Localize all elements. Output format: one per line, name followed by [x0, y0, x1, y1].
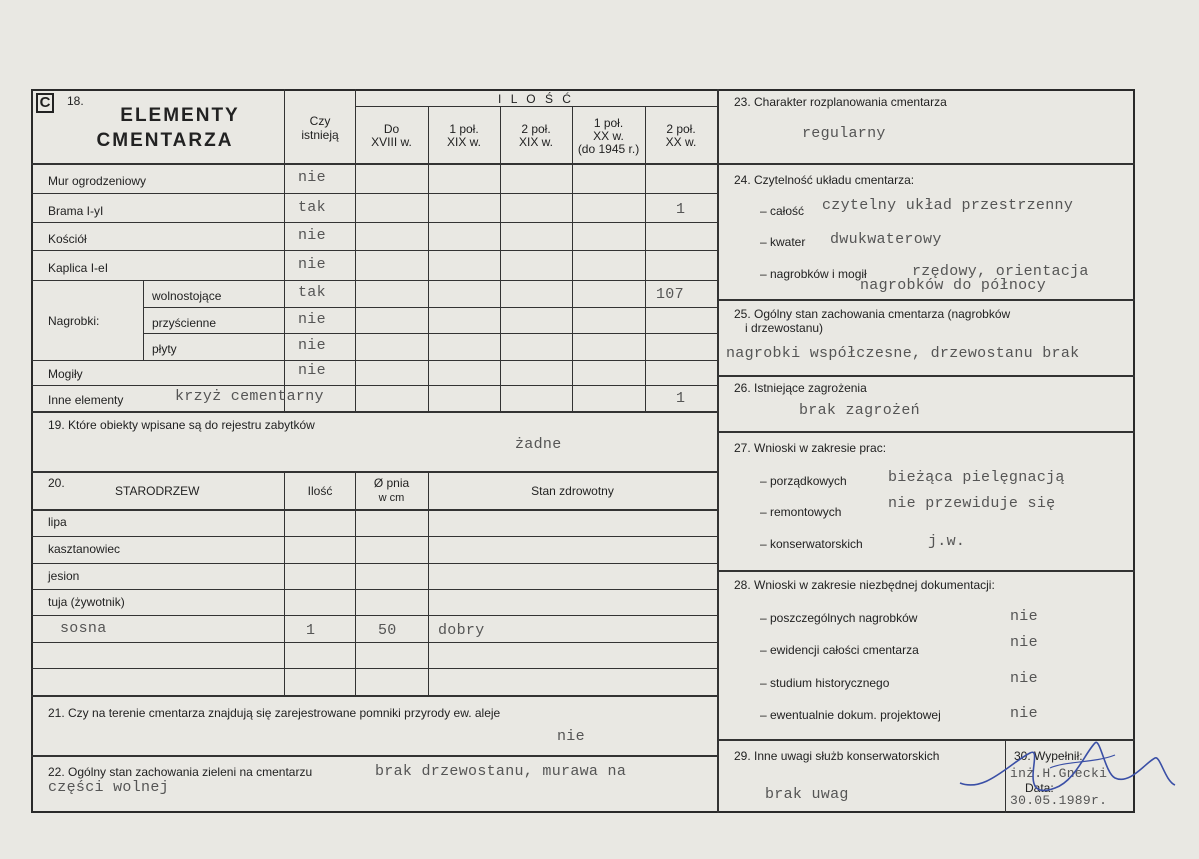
sec19-label: 19. Które obiekty wpisane są do rejestru zabytków: [48, 418, 315, 432]
row-exists: nie: [298, 362, 326, 379]
tree-lipa: lipa: [48, 515, 67, 529]
sec27-konserwatorskich-value: j.w.: [928, 533, 966, 550]
row-label: Mur ogrodzeniowy: [48, 174, 147, 188]
column-divider: [717, 89, 719, 813]
sec24-kwater: – kwater: [760, 235, 806, 249]
sec24-calosc-value: czytelny układ przestrzenny: [822, 197, 1074, 214]
sec20-pnia: Ø pnia: [373, 476, 410, 490]
sec27-porzadkowych: – porządkowych: [760, 474, 847, 488]
row-exists: nie: [298, 256, 326, 273]
period-header: XX w.: [665, 135, 697, 149]
section-title: CMENTARZA: [96, 130, 234, 151]
sec24-label: 24. Czytelność układu cmentarza:: [734, 173, 915, 187]
period-header: XIX w.: [446, 135, 481, 149]
sec28-studium-value: nie: [1010, 670, 1038, 687]
period-header: XX w.: [593, 129, 624, 143]
sec27-konserwatorskich: – konserwatorskich: [760, 537, 863, 551]
sec23-label: 23. Charakter rozplanowania cmentarza: [734, 95, 947, 109]
sec27-label: 27. Wnioski w zakresie prac:: [734, 441, 887, 455]
sec30-date-label: Data:: [1025, 781, 1054, 795]
row-label: Inne elementy: [48, 393, 124, 407]
sec24-nagrobkow: – nagrobków i mogił: [760, 267, 867, 281]
sec20-cm: w cm: [378, 492, 405, 504]
header-czy: Czy: [309, 114, 331, 128]
sec24-calosc: – całość: [760, 204, 805, 218]
section-number: 18.: [67, 94, 84, 108]
sec29-value: brak uwag: [765, 786, 849, 803]
tree-sosna: sosna: [60, 620, 107, 637]
row-label: wolnostojące: [152, 289, 222, 303]
period-header: 2 poł.: [666, 122, 696, 136]
sec28-projektowej-value: nie: [1010, 705, 1038, 722]
sec20-title: STARODRZEW: [115, 484, 200, 498]
header-ilosc: I L O Ś Ć: [498, 92, 574, 106]
period-header: XVIII w.: [371, 135, 412, 149]
row-exists: tak: [298, 199, 326, 216]
row-exists: tak: [298, 284, 326, 301]
sec20-ilosc: Ilość: [307, 484, 333, 498]
sec28-projektowej: – ewentualnie dokum. projektowej: [760, 708, 941, 722]
row-exists: nie: [298, 227, 326, 244]
row-count: 1: [676, 390, 686, 407]
sec22-value-cont: części wolnej: [48, 779, 169, 796]
sec28-nagrobkow: – poszczególnych nagrobków: [760, 611, 918, 625]
section-mark: C: [36, 93, 54, 113]
sec27-remontowych: – remontowych: [760, 505, 842, 519]
sosna-health: dobry: [438, 622, 485, 639]
tree-tuja: tuja (żywotnik): [48, 595, 125, 609]
sec20-stan: Stan zdrowotny: [531, 484, 614, 498]
sec25-label: 25. Ogólny stan zachowania cmentarza (nagrobków: [734, 307, 1011, 321]
sec20-num: 20.: [48, 476, 65, 490]
sec26-value: brak zagrożeń: [799, 402, 920, 419]
row-exists: nie: [298, 311, 326, 328]
row-label: Brama I-yI: [48, 204, 104, 218]
period-header: XIX w.: [518, 135, 553, 149]
row-exists: nie: [298, 169, 326, 186]
sec22-label: 22. Ogólny stan zachowania zieleni na cmentarzu: [48, 765, 313, 779]
sec24-kwater-value: dwukwaterowy: [830, 231, 942, 248]
sec21-value: nie: [557, 728, 585, 745]
row-label: Kościół: [48, 232, 87, 246]
row-exists: krzyż cementarny: [175, 388, 324, 405]
sec21-label: 21. Czy na terenie cmentarza znajdują się zarejestrowane pomniki przyrody ew. aleje: [48, 706, 501, 720]
sec28-studium: – studium historycznego: [760, 676, 890, 690]
sec30-label: 30. Wypełnił:: [1014, 749, 1083, 763]
row-count: 1: [676, 201, 686, 218]
label-nagrobki: Nagrobki:: [48, 314, 100, 328]
header-istnieja: istnieją: [301, 128, 339, 142]
row-label: Kaplica I-eI: [48, 261, 109, 275]
section-title: ELEMENTY: [120, 105, 240, 126]
sec22-value: brak drzewostanu, murawa na: [375, 763, 627, 780]
period-header: 1 poł.: [449, 122, 479, 136]
sec29-label: 29. Inne uwagi służb konserwatorskich: [734, 749, 940, 763]
row-exists: nie: [298, 337, 326, 354]
sec19-value: żadne: [515, 436, 562, 453]
period-header: 1 poł.: [593, 116, 624, 130]
row-label: przyścienne: [152, 316, 217, 330]
row-count: 107: [656, 286, 684, 303]
sec24-nagrobkow-value-cont: nagrobków do północy: [860, 277, 1047, 294]
sec28-label: 28. Wnioski w zakresie niezbędnej dokumentacji:: [734, 578, 995, 592]
row-label: płyty: [152, 342, 177, 356]
sec28-ewidencji-value: nie: [1010, 634, 1038, 651]
sec25-value: nagrobki współczesne, drzewostanu brak: [726, 345, 1080, 362]
sec30-date: 30.05.1989r.: [1010, 793, 1108, 808]
sec28-nagrobkow-value: nie: [1010, 608, 1038, 625]
sec26-label: 26. Istniejące zagrożenia: [734, 381, 867, 395]
sec23-value: regularny: [802, 125, 886, 142]
sec27-remontowych-value: nie przewiduje się: [888, 495, 1056, 512]
sec25-label-cont: i drzewostanu): [745, 321, 824, 335]
tree-kasztanowiec: kasztanowiec: [48, 542, 121, 556]
period-header: 2 poł.: [521, 122, 551, 136]
row-label: Mogiły: [48, 367, 83, 381]
sec30-name: inż.H.Gnecki: [1010, 766, 1108, 781]
sec27-porzadkowych-value: bieżąca pielęgnacją: [888, 469, 1065, 486]
sosna-diameter: 50: [378, 622, 397, 639]
period-header: Do: [383, 122, 400, 136]
sec28-ewidencji: – ewidencji całości cmentarza: [760, 643, 919, 657]
signature-icon: [955, 733, 1180, 813]
period-header: (do 1945 r.): [577, 142, 640, 156]
sosna-count: 1: [306, 622, 316, 639]
sec24-nagrobkow-value: rzędowy, orientacja: [912, 263, 1089, 280]
tree-jesion: jesion: [48, 569, 80, 583]
